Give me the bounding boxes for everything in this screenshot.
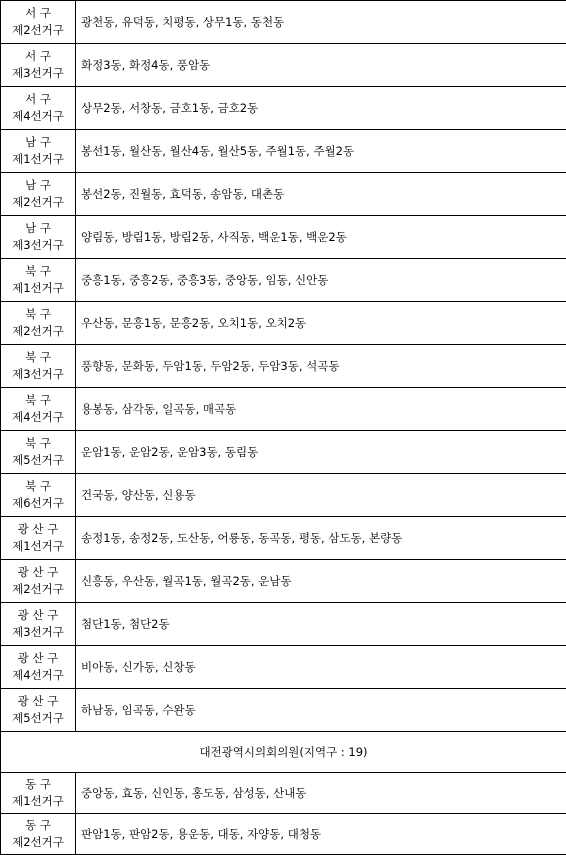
district-name: 광 산 구 xyxy=(1,607,75,624)
district-name: 북 구 xyxy=(1,392,75,409)
constituency-number: 제4선거구 xyxy=(1,108,75,125)
district-name: 북 구 xyxy=(1,349,75,366)
constituency-number: 제2선거구 xyxy=(1,22,75,39)
dong-list-cell: 첨단1동, 첨단2동 xyxy=(76,603,566,646)
district-name: 북 구 xyxy=(1,306,75,323)
dong-list-cell: 풍향동, 문화동, 두암1동, 두암2동, 두암3동, 석곡동 xyxy=(76,345,566,388)
constituency-name-cell xyxy=(1,130,76,173)
table-row xyxy=(1,773,566,814)
dong-list-cell: 상무2동, 서창동, 금호1동, 금호2동 xyxy=(76,87,566,130)
constituency-number: 제2선거구 xyxy=(1,323,75,340)
dong-list-cell: 봉선1동, 월산동, 월산4동, 월산5동, 주월1동, 주월2동 xyxy=(76,130,566,173)
table-body-after xyxy=(1,773,566,855)
dong-list-cell: 화정3동, 화정4동, 풍암동 xyxy=(76,44,566,87)
table-row xyxy=(1,603,566,646)
constituency-name-cell xyxy=(1,388,76,431)
constituency-name-cell xyxy=(1,689,76,732)
district-name: 서 구 xyxy=(1,5,75,22)
dong-list-cell: 양림동, 방림1동, 방림2동, 사직동, 백운1동, 백운2동 xyxy=(76,216,566,259)
constituency-number: 제2선거구 xyxy=(1,194,75,211)
constituency-number: 제4선거구 xyxy=(1,667,75,684)
dong-list-cell: 중앙동, 효동, 신인동, 홍도동, 삼성동, 산내동 xyxy=(76,773,566,814)
district-name: 동 구 xyxy=(1,776,75,793)
table-body-before xyxy=(1,1,566,732)
section-header-row xyxy=(1,732,566,773)
constituency-number: 제1선거구 xyxy=(1,793,75,810)
dong-list-cell: 건국동, 양산동, 신용동 xyxy=(76,474,566,517)
dong-list-cell: 송정1동, 송정2동, 도산동, 어룡동, 동곡동, 평동, 삼도동, 본량동 xyxy=(76,517,566,560)
table-row xyxy=(1,302,566,345)
constituency-name-cell xyxy=(1,345,76,388)
constituency-name-cell xyxy=(1,302,76,345)
constituency-name-cell xyxy=(1,259,76,302)
table-row xyxy=(1,646,566,689)
constituency-number: 제1선거구 xyxy=(1,280,75,297)
constituency-number: 제5선거구 xyxy=(1,452,75,469)
constituency-name-cell xyxy=(1,87,76,130)
dong-list-cell: 하남동, 임곡동, 수완동 xyxy=(76,689,566,732)
dong-list-cell: 광천동, 유덕동, 치평동, 상무1동, 동천동 xyxy=(76,1,566,44)
constituency-number: 제5선거구 xyxy=(1,710,75,727)
constituency-name-cell xyxy=(1,1,76,44)
table-row xyxy=(1,130,566,173)
table-row xyxy=(1,216,566,259)
constituency-name-cell xyxy=(1,474,76,517)
constituency-name-cell xyxy=(1,814,76,855)
constituency-number: 제1선거구 xyxy=(1,151,75,168)
constituency-name-cell xyxy=(1,560,76,603)
table-row xyxy=(1,44,566,87)
table-row xyxy=(1,474,566,517)
table-row xyxy=(1,560,566,603)
dong-list-cell: 봉선2동, 진월동, 효덕동, 송암동, 대촌동 xyxy=(76,173,566,216)
constituency-number: 제3선거구 xyxy=(1,624,75,641)
district-name: 광 산 구 xyxy=(1,564,75,581)
constituency-name-cell xyxy=(1,44,76,87)
district-name: 광 산 구 xyxy=(1,650,75,667)
district-name: 서 구 xyxy=(1,48,75,65)
constituency-number: 제1선거구 xyxy=(1,538,75,555)
dong-list-cell: 용봉동, 삼각동, 일곡동, 매곡동 xyxy=(76,388,566,431)
constituency-name-cell xyxy=(1,517,76,560)
dong-list-cell: 신흥동, 우산동, 월곡1동, 월곡2동, 운남동 xyxy=(76,560,566,603)
district-name: 서 구 xyxy=(1,91,75,108)
table-row xyxy=(1,814,566,855)
table-row xyxy=(1,173,566,216)
table-row xyxy=(1,517,566,560)
constituency-number: 제2선거구 xyxy=(1,581,75,598)
constituency-name-cell xyxy=(1,431,76,474)
district-name: 광 산 구 xyxy=(1,693,75,710)
constituency-name-cell xyxy=(1,603,76,646)
table-row xyxy=(1,431,566,474)
district-name: 동 구 xyxy=(1,817,75,834)
constituency-name-cell xyxy=(1,646,76,689)
section-header-title: 대전광역시의회의원(지역구 : 19) xyxy=(1,732,566,773)
table-section-header xyxy=(1,732,566,773)
table-row xyxy=(1,345,566,388)
dong-list-cell: 판암1동, 판암2동, 용운동, 대동, 자양동, 대청동 xyxy=(76,814,566,855)
constituency-number: 제3선거구 xyxy=(1,65,75,82)
district-name: 북 구 xyxy=(1,478,75,495)
constituency-name-cell xyxy=(1,773,76,814)
district-name: 광 산 구 xyxy=(1,521,75,538)
district-name: 북 구 xyxy=(1,263,75,280)
dong-list-cell: 운암1동, 운암2동, 운암3동, 동림동 xyxy=(76,431,566,474)
district-name: 남 구 xyxy=(1,134,75,151)
district-name: 북 구 xyxy=(1,435,75,452)
table-row xyxy=(1,689,566,732)
dong-list-cell: 우산동, 문흥1동, 문흥2동, 오치1동, 오치2동 xyxy=(76,302,566,345)
constituency-name-cell xyxy=(1,173,76,216)
table-row xyxy=(1,87,566,130)
district-name: 남 구 xyxy=(1,220,75,237)
dong-list-cell: 중흥1동, 중흥2동, 중흥3동, 중앙동, 임동, 신안동 xyxy=(76,259,566,302)
constituency-name-cell xyxy=(1,216,76,259)
district-name: 남 구 xyxy=(1,177,75,194)
constituency-number: 제6선거구 xyxy=(1,495,75,512)
constituency-number: 제2선거구 xyxy=(1,834,75,851)
constituency-number: 제3선거구 xyxy=(1,237,75,254)
table-row xyxy=(1,259,566,302)
constituency-number: 제3선거구 xyxy=(1,366,75,383)
table-row xyxy=(1,1,566,44)
table-row xyxy=(1,388,566,431)
dong-list-cell: 비아동, 신가동, 신창동 xyxy=(76,646,566,689)
constituency-number: 제4선거구 xyxy=(1,409,75,426)
